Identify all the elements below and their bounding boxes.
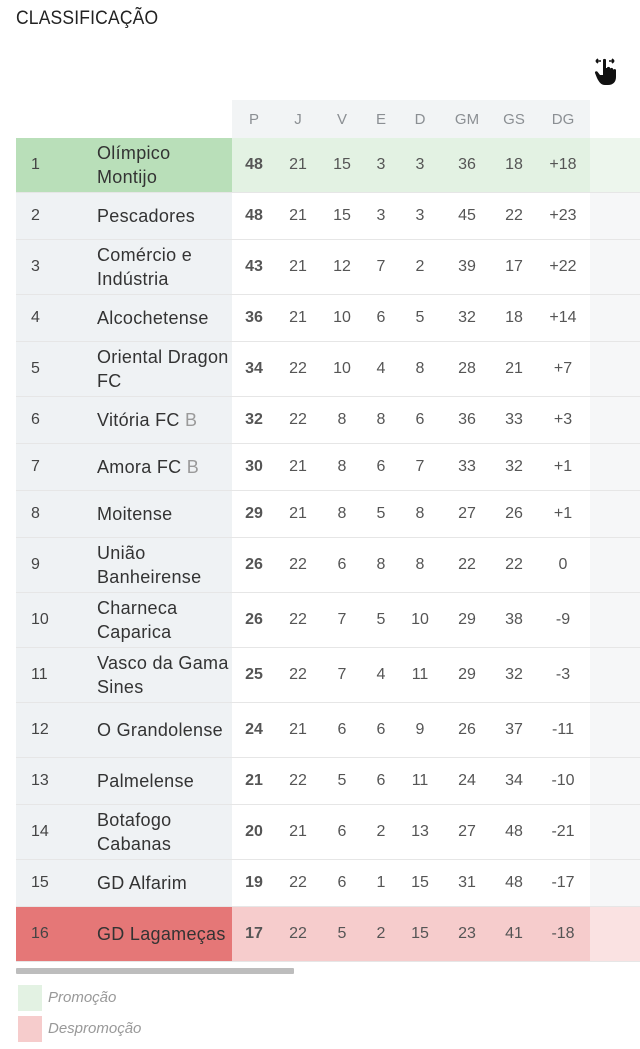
cell-won: 15	[333, 207, 351, 224]
cell-goals-against: 37	[505, 721, 523, 738]
position: 9	[31, 556, 40, 573]
cell-goal-diff: -10	[551, 772, 575, 789]
table-row[interactable]	[16, 444, 640, 491]
cell-played: 22	[289, 556, 307, 573]
team-suffix: B	[186, 457, 200, 477]
cell-points: 48	[245, 207, 263, 224]
cell-won: 6	[337, 874, 347, 891]
cell-played: 22	[289, 772, 307, 789]
position: 1	[31, 156, 40, 173]
cell-goals-against: 17	[505, 258, 523, 275]
cell-drawn: 5	[376, 505, 386, 522]
cell-won: 5	[337, 772, 347, 789]
cell-goals-for: 23	[458, 925, 476, 942]
team-name-text: Pescadores	[97, 206, 196, 226]
team-name-text: Charneca Caparica	[97, 598, 178, 642]
cell-goals-for: 27	[458, 823, 476, 840]
column-header-lost[interactable]: D	[414, 110, 426, 128]
cell-lost: 13	[411, 823, 429, 840]
cell-goals-for: 33	[458, 458, 476, 475]
team-name-text: Palmelense	[97, 771, 195, 791]
cell-points: 48	[245, 156, 263, 173]
cell-won: 15	[333, 156, 351, 173]
cell-goal-diff: +7	[553, 360, 573, 377]
cell-drawn: 6	[376, 772, 386, 789]
cell-goals-against: 22	[505, 207, 523, 224]
cell-points: 43	[245, 258, 263, 275]
column-header-won[interactable]: V	[336, 110, 347, 128]
position: 2	[31, 207, 40, 224]
relegation-swatch	[18, 1016, 42, 1042]
cell-points: 24	[245, 721, 263, 738]
cell-lost: 5	[415, 309, 425, 326]
cell-points: 25	[245, 666, 263, 683]
cell-goals-against: 22	[505, 556, 523, 573]
cell-played: 21	[289, 309, 307, 326]
table-row[interactable]	[16, 907, 640, 962]
cell-played: 21	[289, 258, 307, 275]
cell-points: 20	[245, 823, 263, 840]
cell-goals-for: 36	[458, 156, 476, 173]
team-name[interactable]	[97, 541, 232, 589]
cell-won: 7	[337, 666, 347, 683]
cell-goals-against: 38	[505, 611, 523, 628]
swipe-hand-icon[interactable]	[592, 56, 618, 86]
cell-played: 22	[289, 925, 307, 942]
table-row[interactable]	[16, 805, 640, 860]
cell-drawn: 6	[376, 309, 386, 326]
cell-lost: 11	[411, 772, 429, 789]
cell-played: 21	[289, 505, 307, 522]
team-name-text: Comércio e Indústria	[97, 245, 193, 289]
cell-won: 8	[337, 505, 347, 522]
cell-goals-for: 26	[458, 721, 476, 738]
cell-goal-diff: -11	[552, 721, 574, 738]
cell-drawn: 3	[376, 207, 386, 224]
table-row[interactable]	[16, 703, 640, 758]
table-row[interactable]	[16, 758, 640, 805]
cell-points: 17	[245, 925, 263, 942]
cell-points: 26	[245, 556, 263, 573]
position: 13	[31, 772, 49, 789]
table-row[interactable]	[16, 491, 640, 538]
cell-lost: 8	[415, 360, 425, 377]
cell-goals-for: 31	[458, 874, 476, 891]
cell-goal-diff: +23	[549, 207, 577, 224]
promotion-swatch	[18, 985, 42, 1011]
position: 11	[31, 666, 48, 683]
cell-lost: 3	[415, 207, 425, 224]
table-row[interactable]	[16, 138, 640, 193]
cell-lost: 10	[411, 611, 429, 628]
team-name-text: Vasco da Gama Sines	[97, 653, 229, 697]
cell-goals-against: 32	[505, 666, 523, 683]
position: 16	[31, 925, 49, 942]
cell-drawn: 2	[376, 823, 386, 840]
column-header-goals-against[interactable]: GS	[503, 110, 525, 128]
cell-won: 6	[337, 556, 347, 573]
team-name-text: Moitense	[97, 504, 173, 524]
team-name-text: Amora FC	[97, 457, 182, 477]
cell-goals-against: 41	[505, 925, 523, 942]
cell-drawn: 4	[376, 666, 386, 683]
cell-lost: 2	[415, 258, 425, 275]
cell-lost: 7	[415, 458, 425, 475]
team-name[interactable]	[97, 922, 232, 946]
cell-played: 22	[289, 611, 307, 628]
cell-goal-diff: -21	[551, 823, 575, 840]
cell-drawn: 8	[376, 556, 386, 573]
cell-goals-against: 18	[505, 156, 523, 173]
team-name[interactable]	[97, 502, 232, 526]
cell-goal-diff: -17	[551, 874, 575, 891]
cell-goals-for: 36	[458, 411, 476, 428]
cell-points: 29	[245, 505, 263, 522]
position: 10	[31, 611, 49, 628]
team-name-text: Olímpico Montijo	[97, 143, 171, 187]
cell-goals-for: 27	[458, 505, 476, 522]
cell-goals-for: 32	[458, 309, 476, 326]
cell-points: 21	[245, 772, 263, 789]
cell-lost: 8	[415, 505, 425, 522]
position: 12	[31, 721, 49, 738]
column-header-points[interactable]: P	[248, 110, 259, 128]
legend-label: Promoção	[48, 989, 117, 1006]
cell-played: 21	[289, 823, 307, 840]
team-name[interactable]	[97, 204, 232, 228]
position: 8	[31, 505, 40, 522]
cell-goals-against: 18	[505, 309, 523, 326]
cell-goal-diff: +14	[549, 309, 577, 326]
cell-goals-against: 32	[505, 458, 523, 475]
column-header-goal-diff[interactable]: DG	[551, 110, 575, 128]
table-row[interactable]	[16, 397, 640, 444]
team-name[interactable]	[97, 243, 232, 291]
cell-drawn: 8	[376, 411, 386, 428]
cell-points: 32	[245, 411, 263, 428]
cell-points: 34	[245, 360, 263, 377]
cell-points: 36	[245, 309, 263, 326]
position: 4	[31, 309, 40, 326]
cell-drawn: 6	[376, 721, 386, 738]
team-name-text: União Banheirense	[97, 543, 202, 587]
cell-goals-for: 29	[458, 611, 476, 628]
team-name[interactable]	[97, 651, 232, 699]
cell-lost: 15	[411, 925, 429, 942]
cell-goals-against: 33	[505, 411, 523, 428]
cell-points: 26	[245, 611, 263, 628]
team-name[interactable]	[97, 596, 232, 644]
cell-drawn: 5	[376, 611, 386, 628]
horizontal-scrollbar[interactable]	[16, 968, 294, 974]
cell-played: 22	[289, 411, 307, 428]
cell-played: 21	[289, 721, 307, 738]
cell-goals-for: 45	[458, 207, 476, 224]
table-row[interactable]	[16, 193, 640, 240]
position: 15	[31, 874, 49, 891]
cell-goals-against: 48	[505, 823, 523, 840]
cell-goals-against: 26	[505, 505, 523, 522]
cell-goals-for: 29	[458, 666, 476, 683]
cell-played: 22	[289, 360, 307, 377]
cell-goal-diff: -9	[555, 611, 571, 628]
team-name[interactable]	[97, 455, 232, 479]
legend-label: Despromoção	[48, 1020, 142, 1037]
team-name-text: Oriental Dragon FC	[97, 347, 229, 391]
team-name[interactable]	[97, 769, 232, 793]
table-row[interactable]	[16, 538, 640, 593]
cell-lost: 8	[415, 556, 425, 573]
cell-goals-for: 22	[458, 556, 476, 573]
cell-won: 10	[333, 360, 351, 377]
cell-won: 10	[333, 309, 351, 326]
table-row[interactable]	[16, 240, 640, 295]
cell-won: 8	[337, 458, 347, 475]
team-name[interactable]	[97, 808, 232, 856]
cell-goals-for: 39	[458, 258, 476, 275]
team-name-text: Alcochetense	[97, 308, 209, 328]
team-name-text: GD Lagameças	[97, 924, 226, 944]
column-header-goals-for[interactable]: GM	[454, 110, 480, 128]
cell-played: 21	[289, 207, 307, 224]
cell-won: 5	[337, 925, 347, 942]
cell-goal-diff: +1	[553, 458, 573, 475]
team-name[interactable]	[97, 141, 232, 189]
team-name[interactable]	[97, 345, 232, 393]
team-name[interactable]	[97, 306, 232, 330]
cell-won: 8	[337, 411, 347, 428]
cell-played: 22	[289, 666, 307, 683]
position: 7	[31, 458, 40, 475]
position: 14	[31, 823, 49, 840]
cell-won: 6	[337, 721, 347, 738]
cell-drawn: 6	[376, 458, 386, 475]
table-row[interactable]	[16, 860, 640, 907]
cell-won: 6	[337, 823, 347, 840]
cell-lost: 15	[411, 874, 429, 891]
cell-lost: 6	[415, 411, 425, 428]
cell-points: 30	[245, 458, 263, 475]
cell-goal-diff: -18	[551, 925, 575, 942]
position: 6	[31, 411, 40, 428]
cell-goal-diff: -3	[555, 666, 571, 683]
standings-table	[16, 100, 640, 962]
team-name[interactable]	[97, 408, 232, 432]
table-body	[16, 138, 640, 962]
cell-won: 7	[337, 611, 347, 628]
column-header-drawn[interactable]: E	[375, 110, 386, 128]
team-name[interactable]	[97, 718, 232, 742]
column-header-played[interactable]: J	[294, 110, 302, 128]
page-title: CLASSIFICAÇÃO	[16, 8, 159, 29]
table-header	[16, 100, 640, 138]
cell-goals-against: 34	[505, 772, 523, 789]
cell-goal-diff: +3	[553, 411, 573, 428]
cell-drawn: 4	[376, 360, 386, 377]
team-name-text: GD Alfarim	[97, 873, 188, 893]
cell-played: 21	[289, 458, 307, 475]
team-suffix: B	[185, 410, 198, 430]
cell-lost: 9	[415, 721, 425, 738]
cell-drawn: 7	[376, 258, 386, 275]
position: 3	[31, 258, 40, 275]
position: 5	[31, 360, 40, 377]
cell-played: 21	[289, 156, 307, 173]
team-name-text: Vitória FC	[97, 410, 180, 430]
cell-lost: 11	[411, 666, 429, 683]
team-name[interactable]	[97, 871, 232, 895]
cell-goals-for: 28	[458, 360, 476, 377]
cell-goal-diff: 0	[558, 556, 568, 573]
table-row[interactable]	[16, 295, 640, 342]
team-name-text: O Grandolense	[97, 720, 223, 740]
cell-played: 22	[289, 874, 307, 891]
cell-goals-against: 21	[505, 360, 523, 377]
cell-goals-for: 24	[458, 772, 476, 789]
cell-won: 12	[333, 258, 351, 275]
table-row[interactable]	[16, 648, 640, 703]
cell-goals-against: 48	[505, 874, 523, 891]
cell-goal-diff: +1	[553, 505, 573, 522]
cell-points: 19	[245, 874, 263, 891]
cell-goal-diff: +18	[549, 156, 577, 173]
cell-goal-diff: +22	[549, 258, 577, 275]
table-row[interactable]	[16, 342, 640, 397]
table-row[interactable]	[16, 593, 640, 648]
cell-drawn: 1	[376, 874, 386, 891]
cell-drawn: 2	[376, 925, 386, 942]
cell-drawn: 3	[376, 156, 386, 173]
team-name-text: Botafogo Cabanas	[97, 810, 172, 854]
cell-lost: 3	[415, 156, 425, 173]
